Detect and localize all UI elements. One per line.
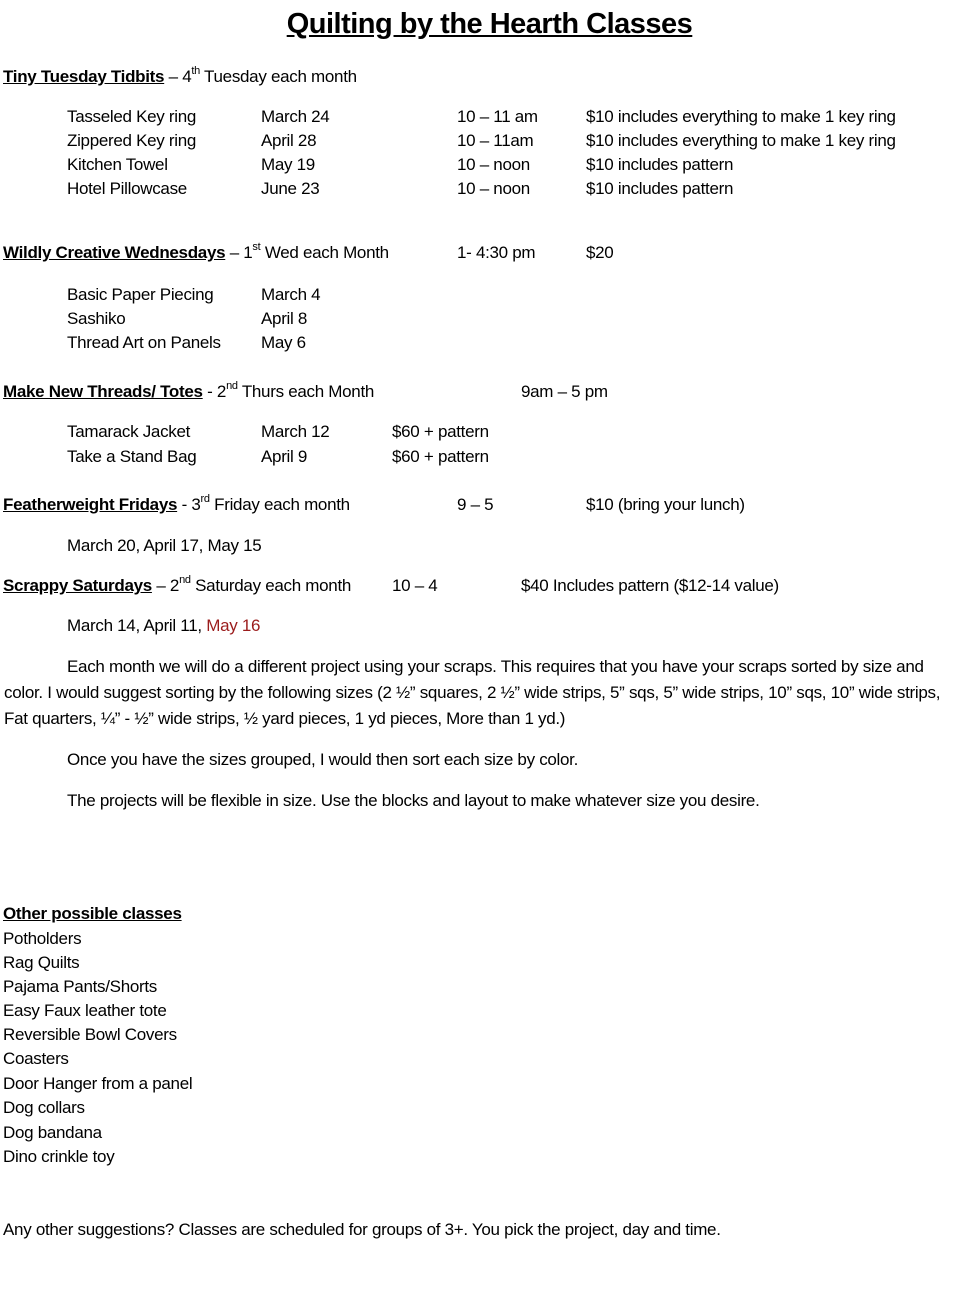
ordinal-suffix: st <box>252 241 261 254</box>
ordinal-suffix: nd <box>226 380 238 393</box>
section-price: $40 Includes pattern ($12-14 value) <box>521 576 779 595</box>
section-name: Tiny Tuesday Tidbits <box>3 67 165 86</box>
ordinal-suffix: nd <box>179 574 191 587</box>
list-item: Coasters <box>3 1049 69 1068</box>
list-item: Pajama Pants/Shorts <box>3 977 157 996</box>
class-project: Zippered Key ring <box>67 131 197 150</box>
flexible-size-paragraph: The projects will be flexible in size. Use the blocks and layout to make whatever size you desire. <box>67 791 760 810</box>
list-item: Rag Quilts <box>3 953 80 972</box>
class-date: March 12 <box>261 422 330 441</box>
list-item: Reversible Bowl Covers <box>3 1025 177 1044</box>
list-item: Dino crinkle toy <box>3 1147 115 1166</box>
dates-text: March 14, April 11, <box>67 616 207 635</box>
section-schedule: Wed each Month <box>260 243 389 262</box>
class-project: Take a Stand Bag <box>67 447 197 466</box>
class-date: April 8 <box>261 309 308 328</box>
class-date: June 23 <box>261 179 320 198</box>
section-heading-tiny-tuesday <box>3 67 357 87</box>
class-time: 10 – 11 am <box>457 107 538 126</box>
section-price: $10 (bring your lunch) <box>586 495 745 514</box>
section-name: Make New Threads/ Totes <box>3 382 203 401</box>
list-item: Door Hanger from a panel <box>3 1074 193 1093</box>
ordinal-suffix: th <box>191 65 200 78</box>
section-time: 9 – 5 <box>457 495 494 514</box>
class-date: May 19 <box>261 155 315 174</box>
section-schedule: Saturday each month <box>190 576 352 595</box>
section-name: Scrappy Saturdays <box>3 576 152 595</box>
class-price: $10 includes everything to make 1 key ring <box>586 131 896 150</box>
ordinal-suffix: rd <box>200 493 210 506</box>
section-heading-friday <box>3 495 350 515</box>
section-heading-wednesday <box>3 243 389 263</box>
class-date: April 28 <box>261 131 317 150</box>
class-time: 10 – noon <box>457 179 530 198</box>
other-classes-heading <box>3 904 182 924</box>
class-project: Basic Paper Piecing <box>67 285 214 304</box>
class-time: 10 – noon <box>457 155 530 174</box>
scrap-instructions-paragraph: Each month we will do a different project using your scraps. This requires that you have your scraps sorted by size and color. I would suggest sorting by the following sizes (2 ½” squares, 2 ½” wide strips, 5” sqs, 5” wide strips, 10” sqs, 10” wide strips, Fat quarters, ¼” - ½” wide strips, ½ yard pieces, 1 yd pieces, More than 1 yd.) <box>4 657 941 728</box>
class-project: Tasseled Key ring <box>67 107 197 126</box>
class-date: April 9 <box>261 447 308 466</box>
list-item: Potholders <box>3 929 82 948</box>
section-separator: – 4 <box>164 67 192 86</box>
highlighted-date: May 16 <box>206 616 261 635</box>
class-date: May 6 <box>261 333 306 352</box>
class-price: $10 includes everything to make 1 key ring <box>586 107 896 126</box>
class-dates: March 20, April 17, May 15 <box>67 536 262 555</box>
section-schedule: Friday each month <box>209 495 350 514</box>
sort-color-paragraph: Once you have the sizes grouped, I would then sort each size by color. <box>67 750 579 769</box>
section-heading-thursday <box>3 382 374 402</box>
class-price: $10 includes pattern <box>586 155 734 174</box>
class-price: $60 + pattern <box>392 422 489 441</box>
section-schedule: Tuesday each month <box>199 67 357 86</box>
class-date: March 24 <box>261 107 330 126</box>
section-separator: - 3 <box>177 495 201 514</box>
class-project: Thread Art on Panels <box>67 333 221 352</box>
section-name: Wildly Creative Wednesdays <box>3 243 226 262</box>
section-name: Other possible classes <box>3 904 182 923</box>
section-price: $20 <box>586 243 614 262</box>
section-time: 9am – 5 pm <box>521 382 608 401</box>
class-project: Sashiko <box>67 309 126 328</box>
class-price: $10 includes pattern <box>586 179 734 198</box>
page-title: Quilting by the Hearth Classes <box>286 8 693 40</box>
section-schedule: Thurs each Month <box>237 382 375 401</box>
section-heading-saturday <box>3 576 351 596</box>
class-price: $60 + pattern <box>392 447 489 466</box>
class-date: March 4 <box>261 285 321 304</box>
list-item: Easy Faux leather tote <box>3 1001 167 1020</box>
class-project: Tamarack Jacket <box>67 422 191 441</box>
section-separator: – 1 <box>225 243 253 262</box>
class-project: Hotel Pillowcase <box>67 179 187 198</box>
section-name: Featherweight Fridays <box>3 495 178 514</box>
class-project: Kitchen Towel <box>67 155 168 174</box>
list-item: Dog collars <box>3 1098 85 1117</box>
section-time: 1- 4:30 pm <box>457 243 536 262</box>
footer-note: Any other suggestions? Classes are scheduled for groups of 3+. You pick the project, day and time. <box>3 1220 721 1239</box>
section-separator: – 2 <box>151 576 180 595</box>
section-time: 10 – 4 <box>392 576 438 595</box>
list-item: Dog bandana <box>3 1123 102 1142</box>
class-time: 10 – 11am <box>457 131 534 150</box>
section-separator: - 2 <box>202 382 227 401</box>
class-dates <box>67 616 260 636</box>
